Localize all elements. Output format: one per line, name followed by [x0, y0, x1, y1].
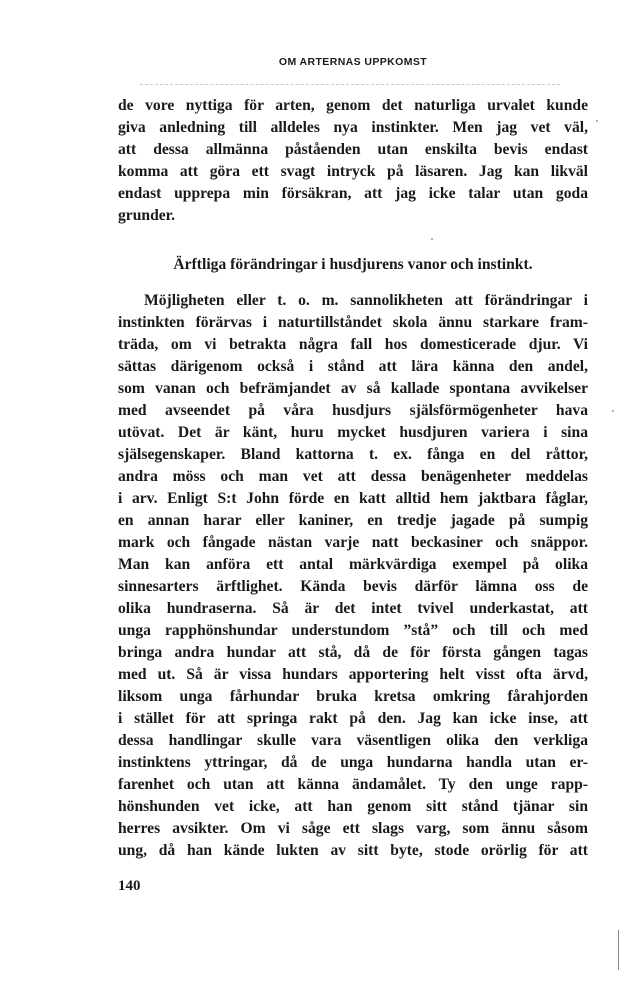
text-line: liksom unga fårhundar bruka kretsa omkring fårahjorden: [118, 688, 588, 705]
text-line: träda, om vi betrakta några fall hos domesticerade djur. Vi: [118, 336, 588, 353]
text-line: sinnesarters ärftlighet. Kända bevis därför lämna oss de: [118, 578, 588, 595]
text-line: i stället för att springa rakt på den. Jag kan icke inse, att: [118, 710, 588, 727]
text-line: andra möss och man vet att dessa benägenheter meddelas: [118, 468, 588, 485]
text-line: olika hundraserna. Så är det intet tvivel underkastat, att: [118, 600, 588, 617]
text-line: ung, då han kände lukten av sitt byte, stode orörlig för att: [118, 842, 588, 859]
text-line: Möjligheten eller t. o. m. sannolikheten att förändringar i: [144, 292, 588, 309]
text-line: grunder.: [118, 207, 176, 224]
print-speck: [612, 410, 614, 412]
header-rule: [140, 84, 560, 85]
running-head: OM ARTERNAS UPPKOMST: [278, 56, 428, 68]
print-speck: [596, 120, 598, 122]
print-speck: [431, 238, 433, 240]
text-line: Man kan anföra ett antal märkvärdiga exempel på olika: [118, 556, 588, 573]
text-line: bringa andra hundar att stå, då de för första gången tagas: [118, 644, 588, 661]
text-line: instinkten förärvas i naturtillståndet skola ännu starkare fram-: [118, 314, 588, 331]
text-line: farenhet och utan att känna ändamålet. Ty den unge rapp-: [118, 776, 588, 793]
text-line: sättas därigenom också i stånd att lära känna den andel,: [118, 358, 588, 375]
scan-edge-mark: [618, 930, 619, 970]
text-line: dessa handlingar skulle vara väsentligen olika den verkliga: [118, 732, 588, 749]
text-line: själsegenskaper. Bland kattorna t. ex. fånga en del råttor,: [118, 446, 588, 463]
text-line: hönshunden vet icke, att han genom sitt stånd tjänar sin: [118, 798, 588, 815]
text-line: att dessa allmänna påståenden utan enskilta bevis endast: [118, 141, 588, 158]
text-line: herres avsikter. Om vi såge ett slags varg, som ännu såsom: [118, 820, 588, 837]
text-line: komma att göra ett svagt intryck på läsaren. Jag kan likväl: [118, 163, 588, 180]
page-number: 140: [118, 878, 141, 894]
text-line: med avseendet på våra husdjurs själsförmögenheter hava: [118, 402, 588, 419]
text-line: utövat. Det är känt, huru mycket husdjuren variera i sina: [118, 424, 588, 441]
text-line: i arv. Enligt S:t John förde en katt alltid hem jaktbara fåglar,: [118, 490, 588, 507]
text-line: med ut. Så är vissa hundars apportering helt visst ofta ärvd,: [118, 666, 588, 683]
text-line: endast upprepa min försäkran, att jag icke talar utan goda: [118, 185, 588, 202]
text-line: giva anledning till alldeles nya instinkter. Men jag vet väl,: [118, 119, 588, 136]
text-line: som vanan och befrämjandet av så kallade spontana avvikelser: [118, 380, 588, 397]
text-line: unga rapphönshundar understundom ”stå” och till och med: [118, 622, 588, 639]
text-line: instinktens yttringar, då de unga hundarna handla utan er-: [118, 754, 588, 771]
text-line: mark och fångade nästan varje natt beckasiner och snäppor.: [118, 534, 588, 551]
section-heading: Ärftliga förändringar i husdjurens vanor och instinkt.: [173, 256, 533, 273]
text-line: en annan harar eller kaniner, en tredje jagade på sumpig: [118, 512, 588, 529]
text-line: de vore nyttiga för arten, genom det naturliga urvalet kunde: [118, 97, 588, 114]
